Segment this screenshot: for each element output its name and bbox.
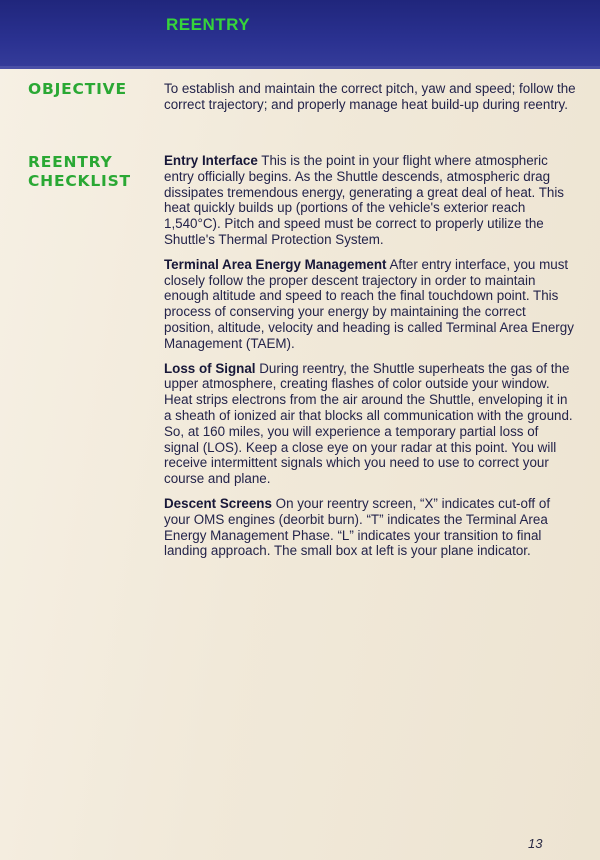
header-band <box>0 0 600 69</box>
checklist-item-heading: Entry Interface <box>164 153 258 168</box>
checklist-item-taem <box>164 257 576 352</box>
checklist-label-line1: REENTRY <box>28 153 113 171</box>
objective-text: To establish and maintain the correct pitch, yaw and speed; follow the correct trajectory; and properly manage heat build-up during reentry. <box>164 81 576 112</box>
checklist-item-text: This is the point in your flight where atmospheric entry officially begins. As the Shuttle descends, atmospheric drag dissipates tremendous energy, generating a great deal of heat. This heat quickly builds up (portions of the vehicle's exterior reach 1,540°C). Pitch and speed must be correct to properly utilize the Shuttle's Thermal Protection System. <box>164 153 564 247</box>
page-number: 13 <box>528 836 543 851</box>
objective-text-block <box>164 81 576 122</box>
checklist-item-entry-interface <box>164 153 576 248</box>
checklist-item-heading: Descent Screens <box>164 495 272 511</box>
checklist-label-line2: CHECKLIST <box>28 172 131 190</box>
checklist-item-text: After entry interface, you must closely follow the proper descent trajectory in order to maintain enough altitude and speed to reach the final touchdown point. This process of conserving your energy by maintaining the correct position, altitude, velocity and heading is called Terminal Area Energy Management (TAEM). <box>164 256 574 351</box>
checklist-item-text: During reentry, the Shuttle superheats the gas of the upper atmosphere, creating flashes of color outside your window. Heat strips electrons from the air around the Shuttle, enveloping it in a sheath of ionized air that blocks all communication with the ground. So, at 160 miles, you will experience a temporary partial loss of signal (LOS). Keep a close eye on your radar at this point. You will receive intermittent signals which you need to use to correct your course and plane. <box>164 360 573 487</box>
checklist-item-loss-of-signal <box>164 361 576 487</box>
checklist-body <box>164 153 576 568</box>
checklist-item-heading: Terminal Area Energy Management <box>164 256 387 272</box>
checklist-item-text: On your reentry screen, “X” indicates cut-off of your OMS engines (deorbit burn). “T” indicates the Terminal Area Energy Management Phase. “L” indicates your transition to final landing approach. The small box at left is your plane indicator. <box>164 495 551 559</box>
checklist-item-descent-screens <box>164 496 576 559</box>
reentry-checklist-label <box>28 153 158 191</box>
objective-label: OBJECTIVE <box>28 80 127 98</box>
checklist-item-heading: Loss of Signal <box>164 360 256 376</box>
section-title: REENTRY <box>166 15 251 34</box>
